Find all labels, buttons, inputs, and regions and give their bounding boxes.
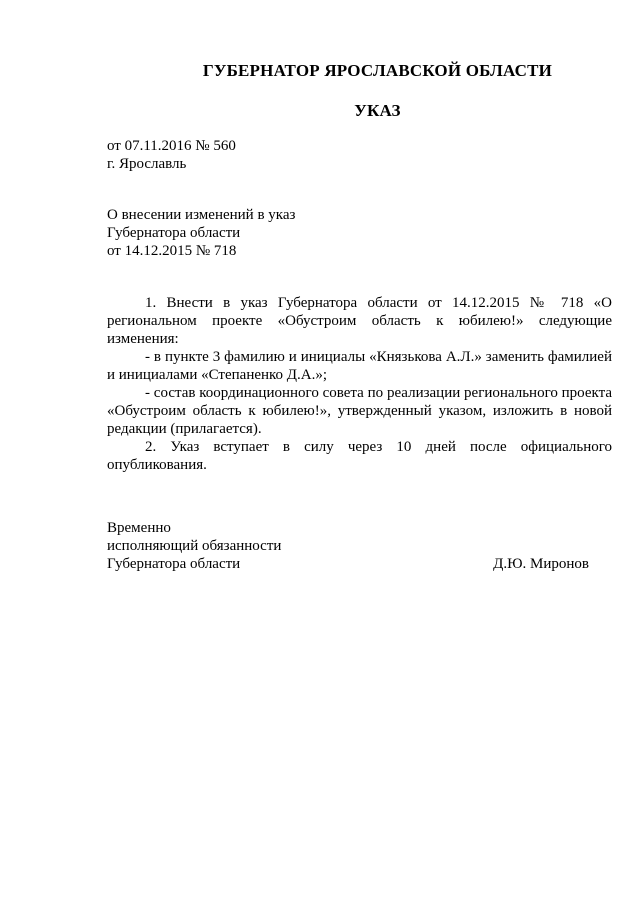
subject-line: О внесении изменений в указ (107, 207, 296, 223)
paragraph-1: 1. Внести в указ Губернатора области от 14.12.2015 № 718 «О региональном проекте «Обустроим область к юбилею!» следующие изменения: (107, 295, 612, 347)
subject-line: от 14.12.2015 № 718 (107, 243, 237, 259)
date-number: от 07.11.2016 № 560 (107, 138, 236, 154)
subject-line: Губернатора области (107, 225, 241, 241)
document-meta (107, 137, 236, 173)
document-header: ГУБЕРНАТОР ЯРОСЛАВСКОЙ ОБЛАСТИ (202, 61, 553, 80)
document-body (107, 294, 612, 474)
signature-title-1: Временно (107, 520, 171, 536)
paragraph-2: 2. Указ вступает в силу через 10 дней после официального опубликования. (107, 439, 612, 473)
paragraph-dash-1: - в пункте 3 фамилию и инициалы «Князькова А.Л.» заменить фамилией и инициалами «Степаненко Д.А.»; (107, 349, 612, 383)
signature-block (107, 519, 589, 573)
signer-name: Д.Ю. Миронов (493, 556, 589, 572)
signature-title-3: Губернатора области (107, 556, 241, 572)
document-type: УКАЗ (354, 101, 401, 120)
document-subject (107, 206, 295, 260)
signature-title-2: исполняющий обязанности (107, 538, 282, 554)
paragraph-dash-2: - состав координационного совета по реализации регионального проекта «Обустроим область к юбилею!», утвержденный указом, изложить в новой редакции (прилагается). (107, 385, 612, 437)
signature-row (107, 555, 589, 573)
city: г. Ярославль (107, 156, 187, 172)
